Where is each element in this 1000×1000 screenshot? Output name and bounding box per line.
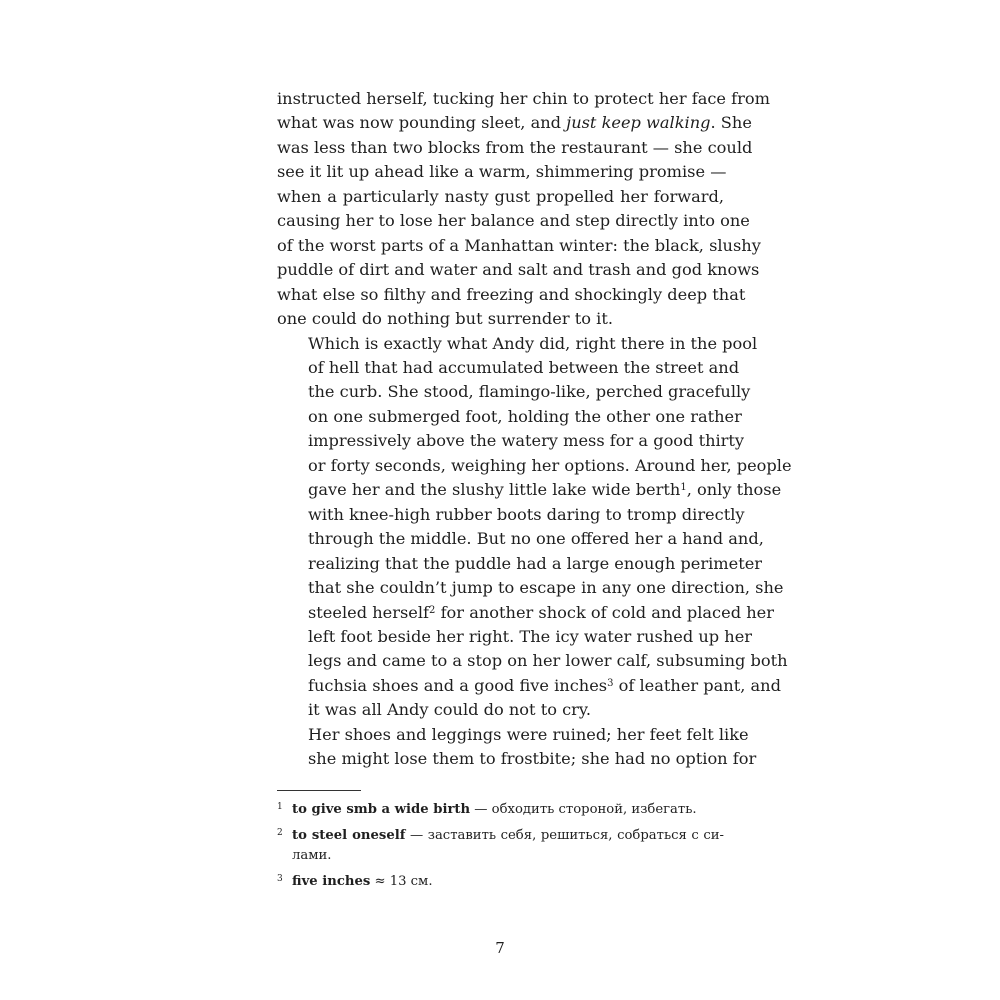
paragraph — [277, 332, 792, 723]
text-line: impressively above the watery mess for a good thirty — [308, 431, 745, 451]
text-line: what else so filthy and freezing and shockingly deep that — [277, 284, 746, 304]
footnote — [277, 872, 724, 892]
text-line: was less than two blocks from the restaurant — she could — [277, 137, 753, 157]
text-line: gave her and the slushy little lake wide berth$^1$, only those — [308, 480, 782, 500]
paragraph — [277, 723, 757, 772]
footnote-ref: 3 — [607, 677, 614, 689]
text-line: fuchsia shoes and a good five inches$^3$ of leather pant, and — [308, 675, 781, 695]
footnote-line: лами. — [292, 848, 332, 863]
text-line: when a particularly nasty gust propelled her forward, — [277, 186, 724, 206]
footnote-term: to steel oneself — [292, 828, 406, 843]
emphasis-text: just keep walking — [566, 113, 711, 133]
footnote-term: to give smb a wide birth — [292, 802, 471, 817]
footnote-line: five inches ≈ 13 см. — [292, 874, 433, 889]
text-line: through the middle. But no one offered her a hand and, — [308, 529, 764, 549]
paragraph — [277, 87, 770, 332]
text-line: she might lose them to frostbite; she had no option for — [308, 749, 757, 769]
text-line: puddle of dirt and water and salt and trash and god knows — [277, 260, 760, 280]
text-line: what was now pounding sleet, and just keep walking. She — [277, 113, 752, 133]
text-line: instructed herself, tucking her chin to protect her face from — [277, 89, 770, 108]
text-line: of the worst parts of a Manhattan winter: the black, slushy — [277, 235, 761, 255]
text-line: the curb. She stood, flamingo-like, perched gracefully — [308, 382, 751, 402]
footnote-divider — [277, 790, 361, 791]
text-line: causing her to lose her balance and step directly into one — [277, 211, 750, 231]
text-line: steeled herself$^2$ for another shock of cold and placed her — [308, 602, 774, 622]
footnote-term: five inches — [292, 874, 371, 889]
footnote — [277, 800, 724, 820]
text-line: with knee-high rubber boots daring to tromp directly — [308, 504, 745, 524]
text-line: left foot beside her right. The icy water rushed up her — [308, 626, 753, 646]
text-line: that she couldn’t jump to escape in any one direction, she — [308, 578, 784, 598]
page-number: 7 — [495, 939, 505, 957]
footnote-number: 3 — [277, 874, 283, 884]
footnote-ref: 2 — [429, 604, 436, 616]
text-line: Which is exactly what Andy did, right there in the pool — [308, 333, 758, 353]
footnote-number: 2 — [277, 828, 283, 838]
text-line: see it lit up ahead like a warm, shimmering promise — — [277, 162, 727, 182]
footnote — [277, 826, 724, 866]
text-line: or forty seconds, weighing her options. Around her, people — [308, 455, 792, 475]
footnotes — [277, 800, 724, 898]
text-line: legs and came to a stop on her lower calf, subsuming both — [308, 651, 788, 671]
text-line: of hell that had accumulated between the street and — [308, 357, 740, 377]
body-text — [277, 87, 792, 772]
footnote-line: to steel oneself — заставить себя, решиться, собраться с си- — [292, 828, 724, 843]
text-line: realizing that the puddle had a large enough perimeter — [308, 553, 763, 573]
footnote-ref: 1 — [680, 482, 687, 494]
text-line: Her shoes and leggings were ruined; her feet felt like — [308, 724, 749, 744]
text-line: one could do nothing but surrender to it. — [277, 309, 613, 329]
footnote-line: to give smb a wide birth — обходить стороной, избегать. — [292, 802, 697, 817]
text-line: it was all Andy could do not to cry. — [308, 700, 592, 720]
footnote-number: 1 — [277, 802, 283, 812]
text-line: on one submerged foot, holding the other one rather — [308, 406, 742, 426]
